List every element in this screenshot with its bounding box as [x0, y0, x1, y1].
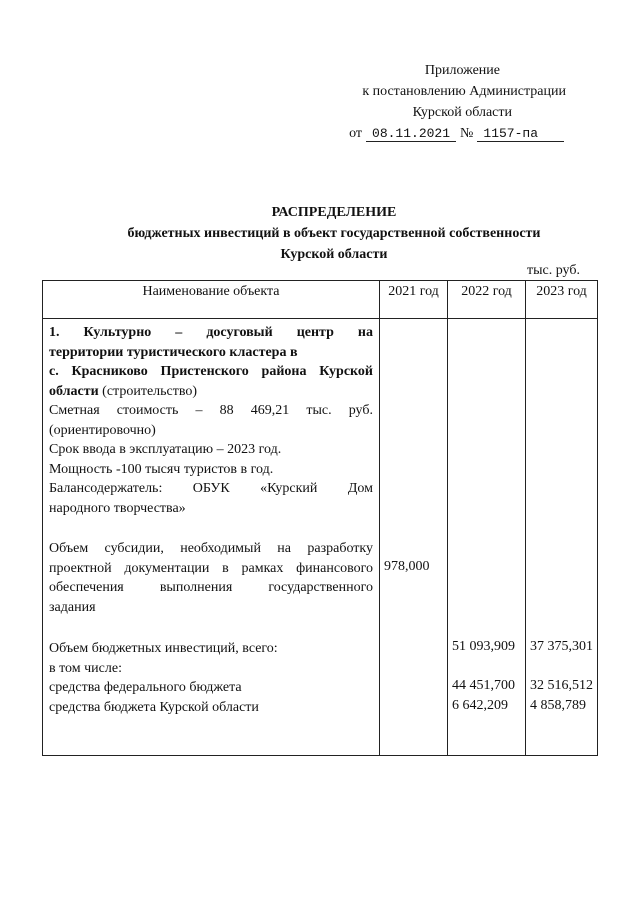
total-2022-value: 51 093,909 [452, 639, 515, 654]
title-line-2: бюджетных инвестиций в объект государственной собственности [127, 226, 541, 241]
appendix-region-line: Курской области [412, 105, 512, 120]
year-2023-cell [526, 319, 598, 756]
object-capacity: Мощность -100 тысяч туристов в год. [49, 461, 274, 477]
year-2021-cell [380, 319, 448, 756]
year-2022-cell [448, 319, 526, 756]
object-cost-note: (ориентировочно) [49, 422, 156, 438]
subsidy-line-2: проектной документации в рамках финансового [49, 560, 373, 576]
header-2021: 2021 год [380, 281, 448, 319]
subsidy-line-1: Объем субсидии, необходимый на разработку [49, 541, 373, 556]
units-label: тыс. руб. [527, 263, 580, 278]
investment-block [49, 639, 373, 717]
regional-2023-value: 4 858,789 [530, 698, 586, 713]
object-term: Срок ввода в эксплуатацию – 2023 год. [49, 442, 282, 457]
number-sign: № [460, 126, 474, 141]
distribution-table [42, 280, 598, 756]
appendix-title: Приложение [424, 63, 500, 78]
total-2023-value: 37 375,301 [530, 639, 593, 654]
investment-regional-label: средства бюджета Курской области [49, 699, 259, 715]
object-title-region: области [49, 383, 99, 399]
regional-2022-value: 6 642,209 [452, 698, 508, 713]
title-line-3: Курской области [280, 247, 388, 262]
appendix-date-line [330, 123, 570, 144]
header-object-name: Наименование объекта [43, 281, 380, 319]
investment-total-label: Объем бюджетных инвестиций, всего: [49, 641, 278, 656]
investment-federal-label: средства федерального бюджета [49, 680, 242, 695]
object-title-line-1: 1. Культурно – досуговый центр на [49, 325, 373, 340]
subsidy-line-4: задания [49, 599, 96, 615]
decree-date: 08.11.2021 [366, 127, 456, 142]
table-header-row [43, 281, 598, 319]
appendix-header [330, 60, 570, 144]
date-prefix: от [349, 126, 363, 141]
object-description-cell [43, 319, 380, 756]
object-title-line-4 [49, 382, 373, 402]
decree-number: 1157-па [477, 127, 564, 142]
subsidy-block [49, 539, 373, 617]
header-2022: 2022 год [448, 281, 526, 319]
table-row [43, 319, 598, 756]
subsidy-line-3: обеспечения выполнения государственного [49, 580, 373, 595]
object-holder: Балансодержатель: ОБУК «Курский Дом [49, 481, 373, 496]
object-title-line-2: территории туристического кластера в [49, 344, 298, 360]
object-block [49, 323, 373, 518]
appendix-decree-line: к постановлению Администрации [362, 84, 566, 99]
document-title [40, 202, 628, 265]
object-title-note: (строительство) [102, 383, 198, 399]
subsidy-2021-value: 978,000 [384, 559, 430, 574]
object-title-line-3: с. Красниково Пристенского района Курской [49, 364, 373, 379]
header-2023: 2023 год [526, 281, 598, 319]
object-cost: Сметная стоимость – 88 469,21 тыс. руб. [49, 403, 373, 418]
object-holder-cont: народного творчества» [49, 500, 186, 516]
federal-2022-value: 44 451,700 [452, 678, 515, 693]
title-line-1: РАСПРЕДЕЛЕНИЕ [271, 205, 397, 220]
investment-including-label: в том числе: [49, 660, 122, 676]
federal-2023-value: 32 516,512 [530, 678, 593, 693]
